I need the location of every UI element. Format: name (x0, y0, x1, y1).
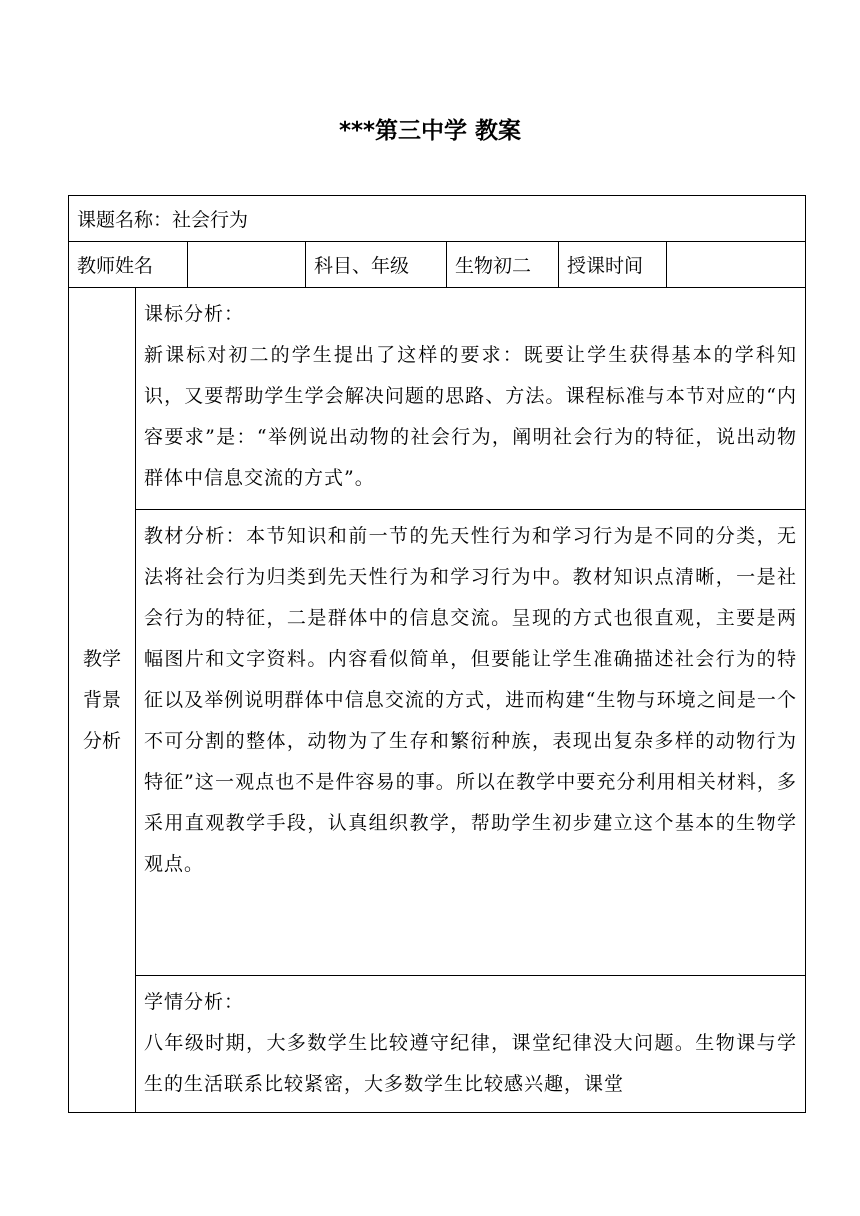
side-label-line: 背景 (82, 688, 121, 711)
curriculum-heading: 课标分析： (144, 303, 245, 325)
topic-row (69, 196, 806, 242)
page-title: ***第三中学 教案 (338, 118, 522, 144)
info-row (69, 242, 806, 288)
teacher-label: 教师姓名 (69, 242, 188, 288)
side-label-line: 教学 (82, 647, 121, 670)
section-side-label (69, 288, 136, 1113)
side-label-line: 分析 (82, 729, 121, 752)
subject-value: 生物初二 (447, 242, 559, 288)
curriculum-text: 新课标对初二的学生提出了这样的要求：既要让学生获得基本的学科知识，又要帮助学生学会解决问题的思路、方法。课程标准与本节对应的“内容要求”是：“举例说出动物的社会行为，阐明社会行为的特征，说出动物群体中信息交流的方式”。 (144, 344, 797, 489)
time-value (667, 242, 806, 288)
textbook-row (69, 510, 806, 976)
curriculum-analysis (136, 288, 806, 510)
teacher-value (188, 242, 306, 288)
learner-heading: 学情分析： (144, 991, 245, 1013)
learner-text: 八年级时期，大多数学生比较遵守纪律，课堂纪律没大问题。生物课与学生的生活联系比较紧密，大多数学生比较感兴趣，课堂 (144, 1032, 797, 1095)
learner-analysis (136, 976, 806, 1113)
learner-row (69, 976, 806, 1113)
textbook-analysis (136, 510, 806, 976)
subject-label: 科目、年级 (306, 242, 447, 288)
topic-cell: 课题名称：社会行为 (69, 196, 806, 242)
time-label: 授课时间 (559, 242, 667, 288)
curriculum-row (69, 288, 806, 510)
lesson-plan-table (68, 195, 806, 1113)
textbook-text: 教材分析：本节知识和前一节的先天性行为和学习行为是不同的分类，无法将社会行为归类到先天性行为和学习行为中。教材知识点清晰，一是社会行为的特征，二是群体中的信息交流。呈现的方式也很直观，主要是两幅图片和文字资料。内容看似简单，但要能让学生准确描述社会行为的特征以及举例说明群体中信息交流的方式，进而构建“生物与环境之间是一个不可分割的整体，动物为了生存和繁衍种族，表现出复杂多样的动物行为特征”这一观点也不是件容易的事。所以在教学中要充分利用相关材料，多采用直观教学手段，认真组织教学，帮助学生初步建立这个基本的生物学观点。 (144, 525, 797, 875)
